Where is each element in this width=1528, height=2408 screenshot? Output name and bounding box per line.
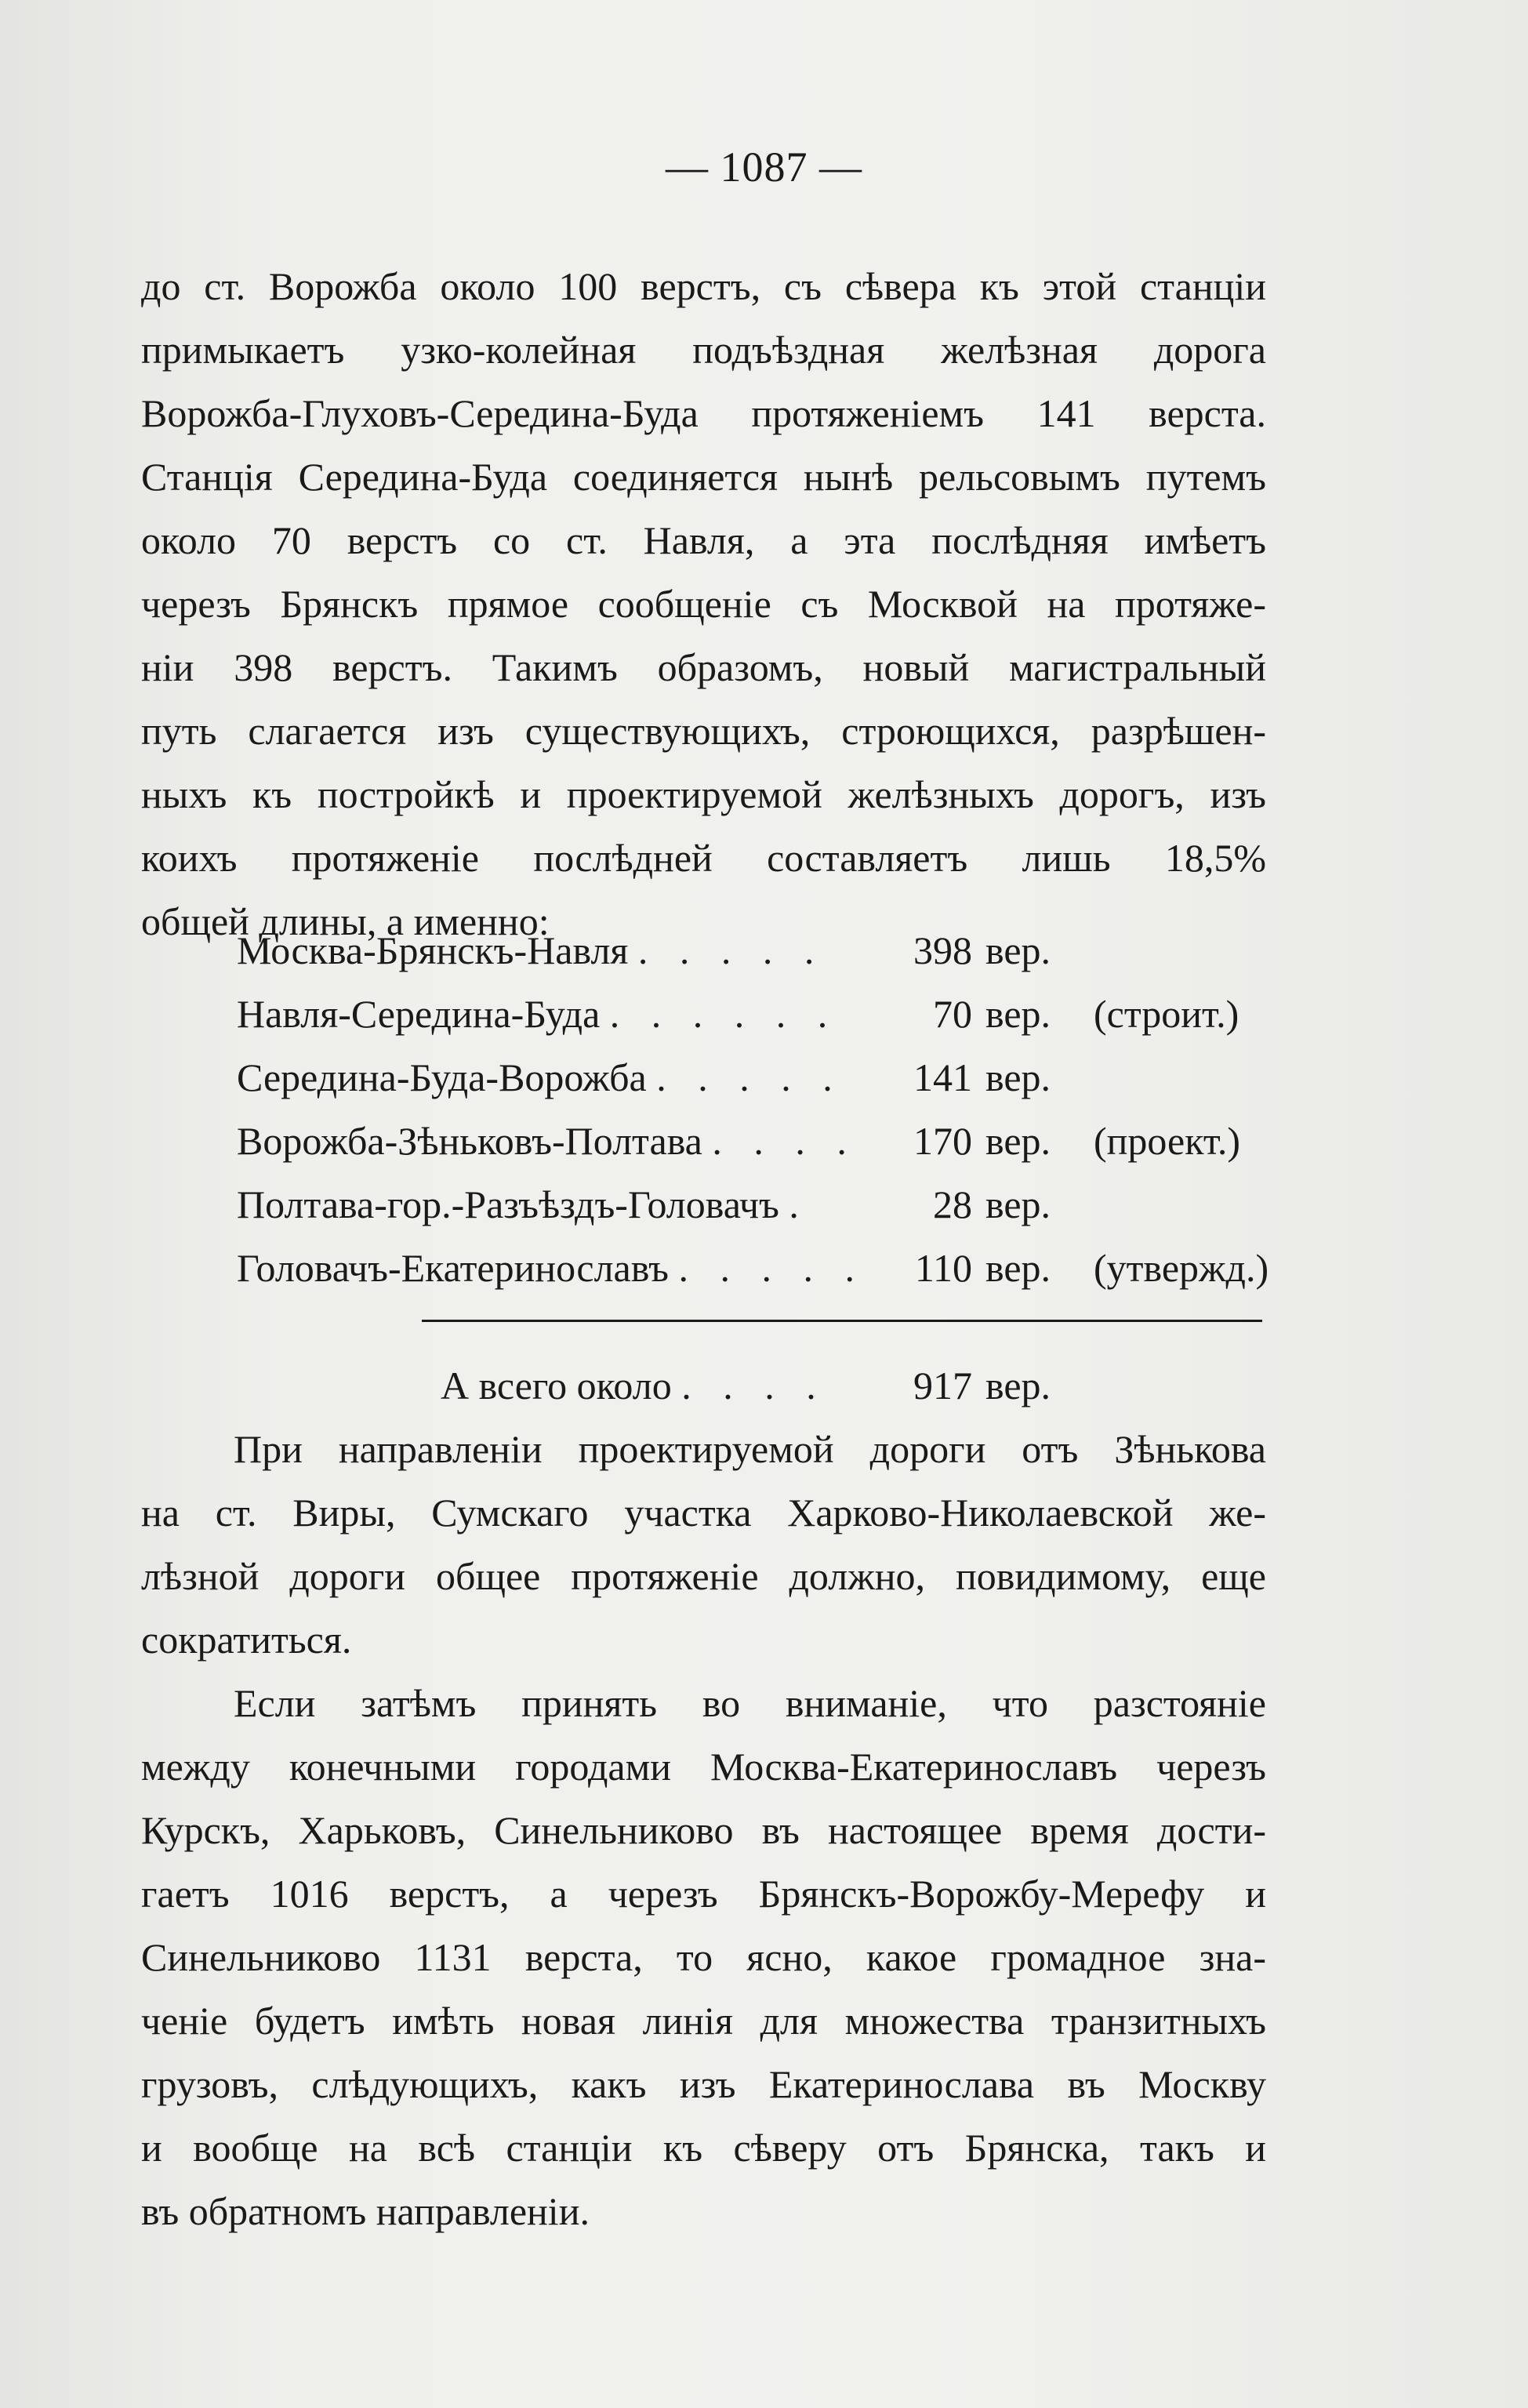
route-unit: вер. — [985, 1119, 1051, 1163]
route-unit: вер. — [985, 1246, 1051, 1290]
text-line: При направленіи проектируемой дороги отъ Зѣнькова — [234, 1427, 1266, 1471]
text-line: Ворожба-Глуховъ-Середина-Буда протяженіемъ 141 верста. — [141, 391, 1266, 435]
leader-dots: . — [789, 1182, 810, 1226]
text-line: Если затѣмъ принять во вниманіе, что разстояніе — [234, 1681, 1266, 1725]
route-status: (строит.) — [1094, 992, 1239, 1036]
route-distance: 170 — [913, 1119, 972, 1163]
leader-dots: . . . . . — [656, 1055, 844, 1099]
route-unit: вер. — [985, 1182, 1051, 1226]
text-line: ніи 398 верстъ. Такимъ образомъ, новый магистральный — [141, 645, 1266, 689]
route-unit: вер. — [985, 1055, 1051, 1099]
route-status: (утвержд.) — [1094, 1246, 1269, 1290]
route-distance: 28 — [933, 1182, 972, 1226]
total-unit: вер. — [985, 1364, 1051, 1407]
text-line: примыкаетъ узко-колейная подъѣздная желѣзная дорога — [141, 328, 1266, 372]
sum-rule — [422, 1320, 1262, 1322]
text-line: ныхъ къ постройкѣ и проектируемой желѣзныхъ дорогъ, изъ — [141, 772, 1266, 816]
route-distance: 110 — [914, 1246, 972, 1290]
text-line: въ обратномъ направленіи. — [141, 2189, 590, 2233]
route-name: Ворожба-Зѣньковъ-Полтава — [237, 1119, 702, 1163]
route-distance: 70 — [933, 992, 972, 1036]
text-line: около 70 верстъ со ст. Навля, а эта послѣдняя имѣетъ — [141, 518, 1266, 562]
text-line: грузовъ, слѣдующихъ, какъ изъ Екатеринослава въ Москву — [141, 2062, 1266, 2106]
text-line: Синельниково 1131 верста, то ясно, какое громадное зна- — [141, 1935, 1266, 1979]
text-line: сократиться. — [141, 1618, 352, 1662]
text-line: черезъ Брянскъ прямое сообщеніе съ Москвой на протяже- — [141, 582, 1266, 626]
route-unit: вер. — [985, 992, 1051, 1036]
text-line: общей длины, а именно: — [141, 899, 550, 943]
leader-dots: . . . . . — [678, 1246, 866, 1290]
route-row — [237, 982, 1272, 1046]
route-distance: 141 — [913, 1055, 972, 1099]
leader-dots: . . . . . — [637, 928, 826, 972]
route-name: Полтава-гор.-Разъѣздъ-Головачъ — [237, 1182, 779, 1226]
text-line: лѣзной дороги общее протяженіе должно, повидимому, еще — [141, 1554, 1266, 1598]
route-name: Москва-Брянскъ-Навля — [237, 928, 629, 972]
text-line: и вообще на всѣ станціи къ сѣверу отъ Брянска, такъ и — [141, 2126, 1266, 2170]
page-number: — 1087 — — [666, 143, 862, 191]
route-name: Навля-Середина-Буда — [237, 992, 601, 1036]
route-unit: вер. — [985, 928, 1051, 972]
total-distance: 917 — [913, 1364, 972, 1407]
text-line: ченіе будетъ имѣть новая линія для множества транзитныхъ — [141, 1999, 1266, 2043]
route-distance: 398 — [913, 928, 972, 972]
route-row — [237, 1237, 1272, 1300]
text-line: Курскъ, Харьковъ, Синельниково въ настоящее время дости- — [141, 1808, 1266, 1852]
route-row — [237, 1173, 1272, 1237]
total-row — [441, 1354, 1272, 1418]
route-name: Середина-Буда-Ворожба — [237, 1055, 647, 1099]
text-line: путь слагается изъ существующихъ, строющихся, разрѣшен- — [141, 709, 1266, 753]
route-status: (проект.) — [1094, 1119, 1241, 1163]
leader-dots: . . . . — [712, 1119, 858, 1163]
route-name: Головачъ-Екатеринославъ — [237, 1246, 669, 1290]
total-label: А всего около — [441, 1364, 672, 1407]
text-line: на ст. Виры, Сумскаго участка Харково-Николаевской же- — [141, 1491, 1266, 1535]
route-row — [237, 919, 1272, 982]
text-line: до ст. Ворожба около 100 верстъ, съ сѣвера къ этой станціи — [141, 264, 1266, 308]
leader-dots: . . . . — [681, 1364, 827, 1407]
text-line: коихъ протяженіе послѣдней составляетъ лишь 18,5% — [141, 836, 1266, 880]
route-row — [237, 1046, 1272, 1110]
text-line: Станція Середина-Буда соединяется нынѣ рельсовымъ путемъ — [141, 455, 1266, 499]
route-row — [237, 1110, 1272, 1173]
leader-dots: . . . . . . — [609, 992, 839, 1036]
text-line: гаетъ 1016 верстъ, а черезъ Брянскъ-Ворожбу-Мерефу и — [141, 1872, 1266, 1916]
text-line: между конечными городами Москва-Екатеринославъ черезъ — [141, 1745, 1266, 1789]
